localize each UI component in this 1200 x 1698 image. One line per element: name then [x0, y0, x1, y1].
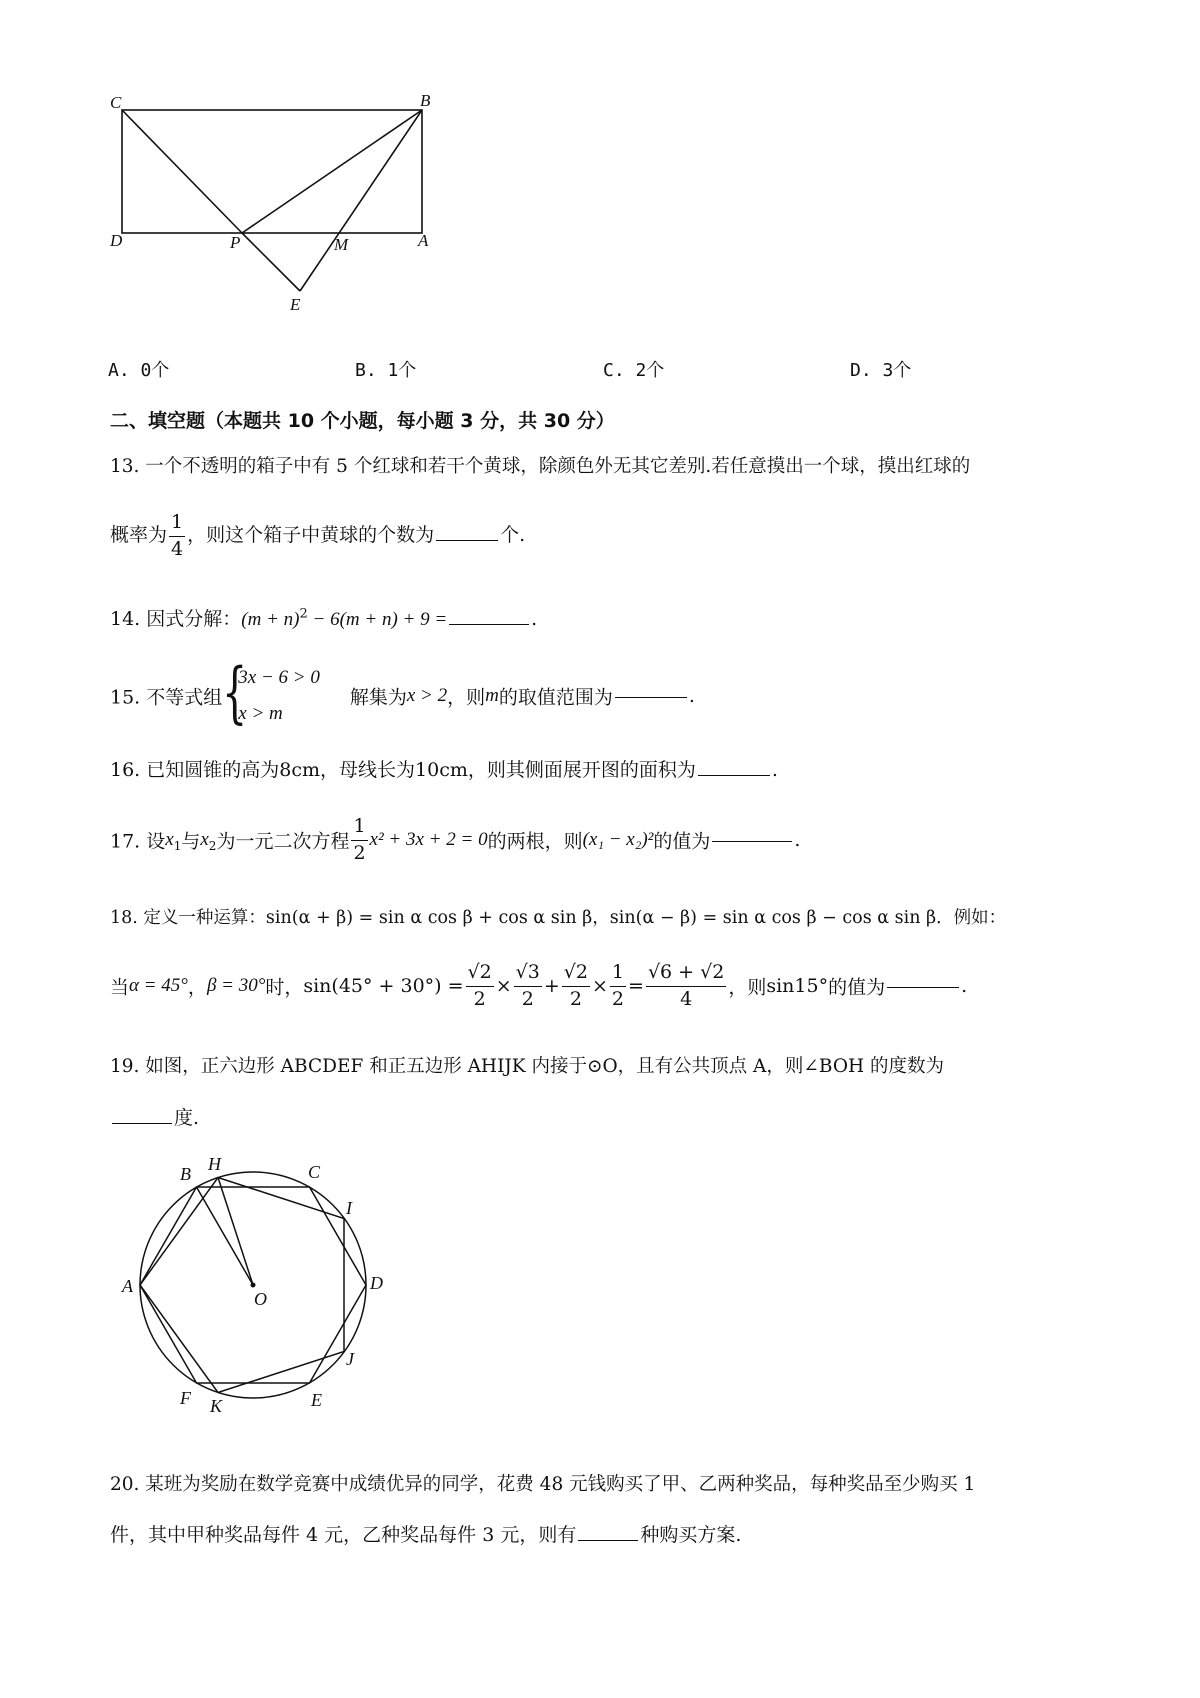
label-d: D: [110, 231, 123, 250]
label-c: C: [110, 93, 122, 112]
label-d: D: [370, 1273, 383, 1293]
q15-row2: x > m: [238, 703, 283, 724]
segment-pe: [242, 233, 300, 291]
label-e: E: [311, 1390, 322, 1410]
q19-line2: [110, 1103, 199, 1130]
label-c: C: [308, 1162, 321, 1182]
q18-frac4-den: 2: [611, 987, 625, 1010]
segment-be: [300, 110, 422, 291]
q18-text2: 的值为: [828, 976, 886, 999]
rectangle-abcd: [122, 110, 422, 233]
geometry-figure-circle: [118, 1152, 398, 1414]
q15-mid: 解集为: [349, 686, 407, 709]
q18-pre: 当: [110, 976, 130, 999]
q17-answer-blank[interactable]: [712, 839, 792, 842]
q14-exp: 2: [299, 606, 308, 622]
q14-pre: 14. 因式分解：: [110, 608, 242, 630]
label-a: A: [122, 1276, 133, 1296]
center-o-dot: [251, 1283, 256, 1288]
q14-expr2: − 6(m + n) + 9 =: [307, 609, 448, 630]
q15-cond: x > 2: [406, 685, 448, 706]
q17-text1: 17. 设: [110, 830, 166, 853]
q16: [110, 755, 778, 782]
q19-line2-text: 度.: [174, 1107, 200, 1129]
label-m: M: [334, 235, 349, 254]
q18-frac4: [610, 960, 626, 1012]
label-p: P: [230, 233, 241, 252]
q19-answer-blank[interactable]: [112, 1121, 172, 1124]
q15-post: 的取值范围为: [498, 686, 613, 709]
q15-end: .: [688, 685, 695, 707]
q19-line1: 19. 如图，正六边形 ABCDEF 和正五边形 AHIJK 内接于⊙O，且有公共顶点 A，则∠BOH 的度数为: [110, 1056, 945, 1077]
q17-x2: x: [200, 829, 209, 851]
q18-ask: sin15°: [766, 975, 829, 998]
q18-line1: 18. 定义一种运算：sin(α + β) = sin α cos β + cos α sin β，sin(α − β) = sin α cos β − cos α sin β．例如：: [110, 908, 1007, 928]
q15-pre: 15. 不等式组: [110, 686, 223, 709]
q18-answer-blank[interactable]: [887, 985, 959, 988]
pentagon-ahijk: [140, 1178, 344, 1393]
option-b: B. 1个: [355, 360, 417, 381]
q17-sub2: 2: [208, 838, 217, 853]
segment-cp: [122, 110, 242, 233]
q16-text2: ，母线长为: [320, 759, 416, 781]
section-title: 二、填空题（本题共 10 个小题，每小题 3 分，共 30 分）: [110, 410, 615, 432]
q20-line2a: 件，其中甲种奖品每件 4 元，乙种奖品每件 3 元，则有: [110, 1524, 577, 1546]
q18-frac1-den: 2: [473, 987, 486, 1010]
label-k: K: [210, 1396, 223, 1414]
q18-frac5-num: √6 + √2: [646, 960, 726, 987]
q15-brace: {: [222, 654, 248, 731]
segment-bp: [242, 110, 422, 233]
q18-cond2: β = 30°: [206, 975, 266, 997]
label-o: O: [254, 1289, 267, 1309]
q18-line2: [110, 960, 967, 1012]
label-f: F: [180, 1388, 191, 1408]
q16-v2: 10cm: [415, 759, 468, 781]
q14-expr1: (m + n): [241, 609, 300, 630]
q18-frac5: [646, 960, 726, 1012]
q13-fraction: [169, 510, 185, 562]
q17-sub1: 1: [173, 838, 182, 853]
q20-answer-blank[interactable]: [578, 1538, 638, 1541]
q14-post: .: [531, 608, 538, 630]
q18-when: 时，: [265, 976, 304, 999]
q16-text3: ，则其侧面展开图的面积为: [467, 759, 696, 781]
q13-line2: [110, 510, 525, 562]
q18-times1: ×: [495, 975, 512, 998]
q17-frac-den: 2: [353, 841, 366, 864]
q16-v1: 8cm: [279, 759, 321, 781]
q17-frac-num: 1: [351, 814, 367, 841]
q18-lhs: sin(45° + 30°) =: [303, 975, 464, 998]
q17: [110, 814, 800, 866]
segment-oh: [218, 1178, 253, 1286]
q16-text1: 16. 已知圆锥的高为: [110, 759, 280, 781]
q15-row1: 3x − 6 > 0: [238, 667, 320, 688]
label-b: B: [180, 1164, 191, 1184]
q13-answer-blank[interactable]: [436, 538, 498, 541]
q14: [110, 604, 537, 631]
q13-frac-num: 1: [169, 510, 185, 537]
q18-text: ，则: [728, 976, 767, 999]
q15-answer-blank[interactable]: [615, 695, 687, 698]
q13-pre: 概率为: [110, 524, 168, 547]
q17-text4: 的值为: [653, 830, 711, 853]
q18-eq: =: [628, 975, 644, 998]
q15: [110, 654, 695, 732]
q14-answer-blank[interactable]: [449, 622, 529, 625]
label-b: B: [420, 91, 431, 110]
q17-x1: x: [165, 829, 174, 851]
geometry-figure-rectangle: [100, 88, 480, 343]
q16-answer-blank[interactable]: [698, 773, 770, 776]
q18-frac4-num: 1: [610, 960, 626, 987]
q16-end: .: [771, 759, 778, 781]
q18-end: .: [961, 975, 968, 998]
label-h: H: [208, 1154, 221, 1174]
q17-text2: 为一元二次方程: [216, 830, 350, 853]
q18-times2: ×: [592, 975, 608, 998]
q18-frac2: [514, 960, 542, 1012]
q17-end: .: [794, 829, 801, 852]
q18-frac3-num: √2: [562, 960, 590, 987]
q17-and: 与: [181, 830, 201, 853]
q15-system: [222, 654, 320, 732]
q15-var: m: [485, 685, 499, 706]
q18-sep: ，: [187, 976, 207, 999]
q17-text3: 的两根，则: [487, 830, 583, 853]
q20-line2b: 种购买方案.: [640, 1524, 742, 1546]
q18-frac1: [466, 960, 494, 1012]
q18-frac2-num: √3: [514, 960, 542, 987]
q18-frac2-den: 2: [521, 987, 534, 1010]
q17-fraction: [351, 814, 367, 866]
q17-eq: x² + 3x + 2 = 0: [369, 829, 488, 851]
q20-line1: 20. 某班为奖励在数学竞赛中成绩优异的同学，花费 48 元钱购买了甲、乙两种奖品，每种奖品至少购买 1: [110, 1474, 976, 1495]
q18-cond1: α = 45°: [129, 975, 188, 997]
segment-ob: [197, 1187, 254, 1285]
q13-frac-den: 4: [171, 537, 184, 560]
q17-expr: (x₁ − x₂)²: [582, 829, 654, 851]
label-i: I: [346, 1198, 352, 1218]
q18-frac5-den: 4: [680, 987, 693, 1010]
q18-frac1-num: √2: [466, 960, 494, 987]
option-c: C. 2个: [603, 360, 665, 381]
q13-post2: 个.: [500, 524, 526, 547]
label-j: J: [346, 1349, 354, 1369]
label-e: E: [290, 295, 301, 314]
q13-post1: ，则这个箱子中黄球的个数为: [187, 524, 435, 547]
q18-plus: +: [543, 975, 560, 998]
q15-mid2: ，则: [447, 686, 486, 709]
label-a: A: [418, 231, 429, 250]
q18-frac3-den: 2: [569, 987, 582, 1010]
option-d: D. 3个: [850, 360, 912, 381]
q13-line1: 13. 一个不透明的箱子中有 5 个红球和若干个黄球，除颜色外无其它差别.若任意摸出一个球，摸出红球的: [110, 456, 971, 477]
option-a: A. 0个: [108, 360, 170, 381]
q20-line2: [110, 1520, 741, 1547]
q18-frac3: [562, 960, 590, 1012]
